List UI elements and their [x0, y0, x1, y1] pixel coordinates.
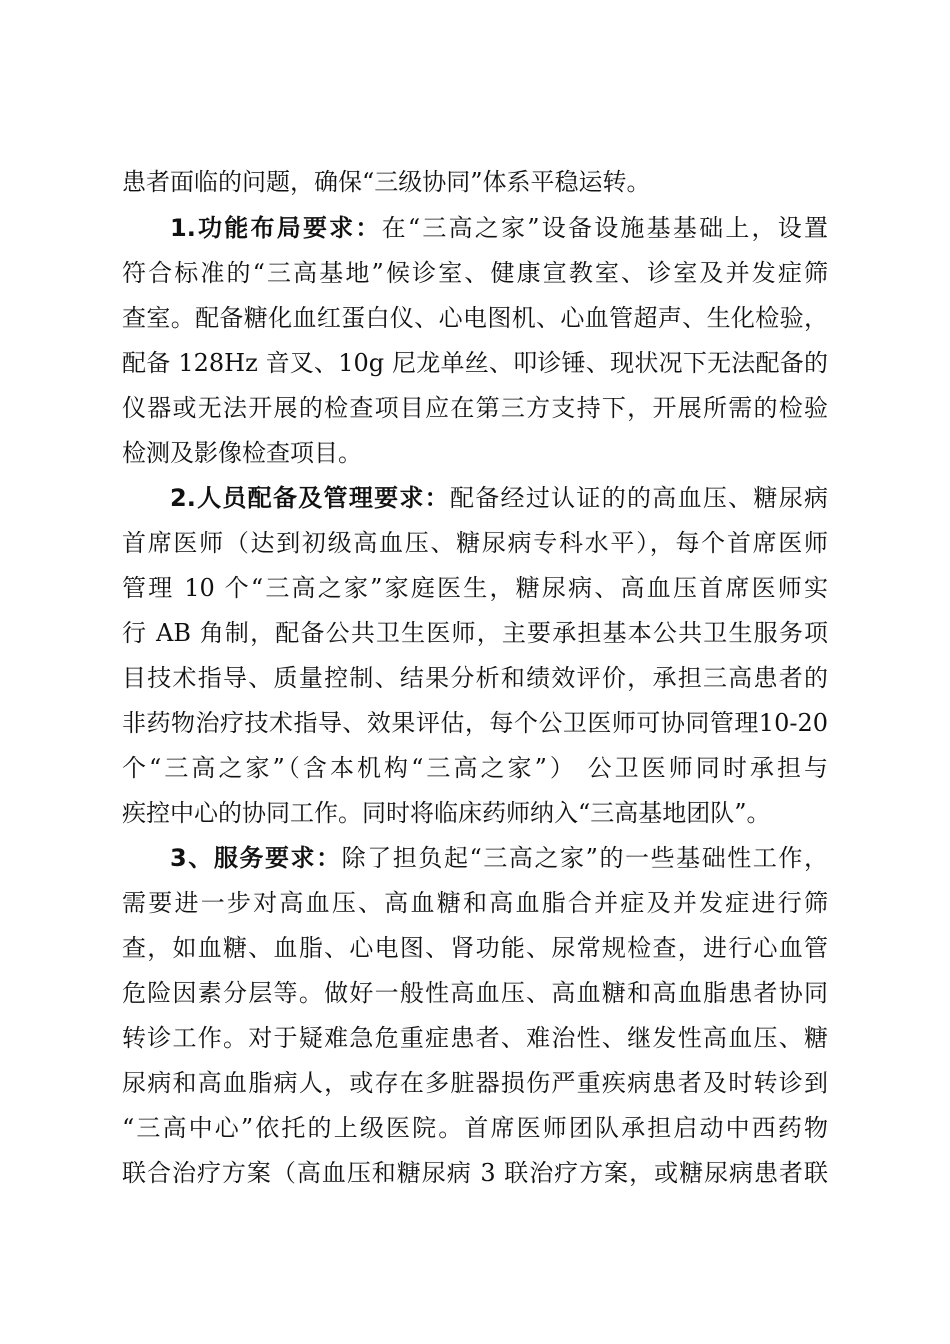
text-line: 个“三高之家”（含本机构“三高之家”） 公卫医师同时承担与: [122, 754, 828, 782]
paragraph-first-line: [170, 843, 828, 873]
text-line: 患者面临的问题，确保“三级协同”体系平稳运转。: [122, 168, 651, 196]
text-line: 目技术指导、质量控制、结果分析和绩效评价，承担三高患者的: [122, 664, 828, 692]
text-line: 疾控中心的协同工作。同时将临床药师纳入“三高基地团队”。: [122, 799, 771, 827]
text-line: 尿病和高血脂病人，或存在多脏器损伤严重疾病患者及时转诊到: [122, 1069, 828, 1097]
section-heading-staffing: 2.人员配备及管理要求：: [170, 484, 450, 512]
text-line: 检测及影像检查项目。: [122, 439, 362, 467]
text-line: 非药物治疗技术指导、效果评估，每个公卫医师可协同管理10-20: [122, 709, 828, 737]
text-line: 查，如血糖、血脂、心电图、肾功能、尿常规检查，进行心血管: [122, 934, 828, 962]
text-line: 危险因素分层等。做好一般性高血压、高血糖和高血脂患者协同: [122, 979, 828, 1007]
paragraph-first-line: [170, 213, 828, 243]
section-heading-service: 3、服务要求：: [170, 844, 342, 872]
text-line: 查室。配备糖化血红蛋白仪、心电图机、心血管超声、生化检验，: [122, 304, 828, 332]
text-run: 在“三高之家”设备设施基基础上，设置: [381, 214, 828, 242]
text-line: 需要进一步对高血压、高血糖和高血脂合并症及并发症进行筛: [122, 889, 828, 917]
text-line: “三高中心”依托的上级医院。首席医师团队承担启动中西药物: [122, 1114, 828, 1142]
text-line: 首席医师（达到初级高血压、糖尿病专科水平），每个首席医师: [122, 529, 828, 557]
text-line: 符合标准的“三高基地”候诊室、健康宣教室、诊室及并发症筛: [122, 259, 828, 287]
text-line: 联合治疗方案（高血压和糖尿病 3 联治疗方案，或糖尿病患者联: [122, 1159, 828, 1187]
paragraph-first-line: [170, 483, 828, 513]
text-line: 仪器或无法开展的检查项目应在第三方支持下，开展所需的检验: [122, 394, 828, 422]
text-line: 转诊工作。对于疑难急危重症患者、难治性、继发性高血压、糖: [122, 1024, 828, 1052]
text-line: 行 AB 角制，配备公共卫生医师，主要承担基本公共卫生服务项: [122, 619, 828, 647]
text-run: 除了担负起“三高之家”的一些基础性工作，: [341, 844, 828, 872]
text-line: 配备 128Hz 音叉、10g 尼龙单丝、叩诊锤、现状况下无法配备的: [122, 349, 828, 377]
text-run: 配备经过认证的的高血压、糖尿病: [449, 484, 828, 512]
section-heading-functional-layout: 1.功能布局要求：: [170, 214, 382, 242]
text-line: 管理 10 个“三高之家”家庭医生，糖尿病、高血压首席医师实: [122, 574, 828, 602]
